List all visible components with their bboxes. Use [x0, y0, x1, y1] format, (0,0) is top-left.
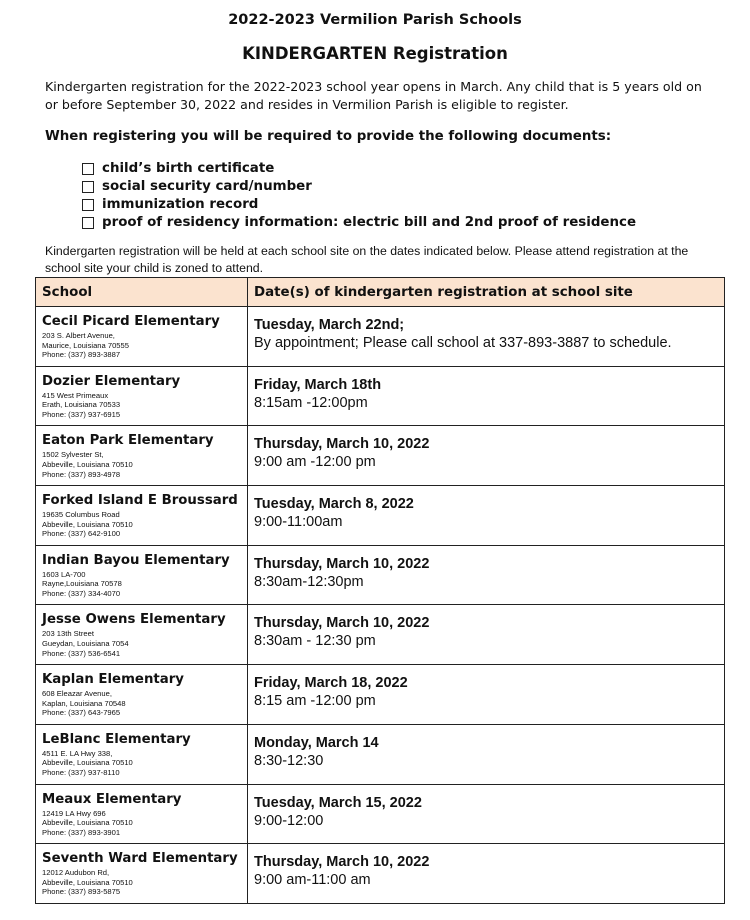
- school-cell: [36, 486, 248, 546]
- registration-date: Friday, March 18th: [254, 376, 382, 393]
- document-item: social security card/number: [82, 178, 636, 196]
- school-address-line: 203 S. Albert Avenue,: [42, 331, 115, 340]
- school-address: [42, 391, 247, 420]
- school-address-line: 12419 LA Hwy 696: [42, 808, 106, 818]
- registration-time: 8:15 am -12:00 pm: [254, 693, 376, 710]
- intro-paragraph: Kindergarten registration for the 2022-2023 school year opens in March. Any child that is 5 years old on or before September 30, 2022 and resides in Vermilion Parish is eligible to register.: [45, 79, 702, 112]
- school-address: [42, 749, 247, 778]
- date-cell: [248, 426, 725, 486]
- school-cell: [36, 665, 248, 725]
- school-name: Indian Bayou Elementary: [42, 552, 230, 568]
- school-address-line: Phone: (337) 937-6915: [42, 409, 121, 419]
- checkbox-icon: [82, 199, 94, 211]
- school-address-line: Kaplan, Louisiana 70548: [42, 698, 126, 708]
- school-cell: [36, 307, 248, 367]
- table-row: [36, 426, 725, 486]
- school-name: Meaux Elementary: [42, 791, 182, 807]
- table-row: [36, 665, 725, 725]
- school-address-line: Phone: (337) 642-9100: [42, 529, 121, 539]
- school-name: Cecil Picard Elementary: [42, 314, 220, 329]
- registration-time: 8:15am -12:00pm: [254, 394, 368, 411]
- date-cell: [248, 486, 725, 546]
- school-name: Eaton Park Elementary: [42, 433, 214, 449]
- page-subtitle: KINDERGARTEN Registration: [242, 44, 508, 63]
- header-dates: Date(s) of kindergarten registration at school site: [248, 278, 725, 307]
- date-cell: [248, 665, 725, 725]
- documents-heading: When registering you will be required to provide the following documents:: [45, 129, 612, 144]
- page-title: 2022-2023 Vermilion Parish Schools: [228, 12, 522, 28]
- school-address-line: 4511 E. LA Hwy 338,: [42, 748, 113, 758]
- school-name: Jesse Owens Elementary: [42, 612, 226, 628]
- school-address: [42, 809, 247, 838]
- table-row: [36, 605, 725, 665]
- header-school: School: [36, 278, 248, 307]
- school-name: Kaplan Elementary: [42, 672, 184, 688]
- table-row: [36, 844, 725, 904]
- registration-date: Monday, March 14: [254, 734, 379, 751]
- table-row: [36, 366, 725, 426]
- school-cell: [36, 784, 248, 844]
- school-cell: [36, 366, 248, 426]
- school-name: LeBlanc Elementary: [42, 731, 191, 747]
- school-address-line: Abbeville, Louisiana 70510: [42, 519, 133, 529]
- registration-date: Tuesday, March 15, 2022: [254, 794, 422, 811]
- school-cell: [36, 426, 248, 486]
- registration-time: By appointment; Please call school at 337-893-3887 to schedule.: [254, 335, 672, 351]
- registration-note: Kindergarten registration will be held at each school site on the dates indicated below. Please attend registration at the school site your child is zoned to attend.: [45, 244, 689, 275]
- school-address: [42, 331, 247, 360]
- registration-date: Thursday, March 10, 2022: [254, 436, 430, 453]
- school-cell: [36, 545, 248, 605]
- school-address-line: Phone: (337) 893-3887: [42, 350, 121, 360]
- school-address-line: Abbeville, Louisiana 70510: [42, 758, 133, 768]
- date-cell: [248, 307, 725, 367]
- school-address: [42, 689, 247, 718]
- school-address-line: Erath, Louisiana 70533: [42, 400, 121, 410]
- school-address-line: 203 13th Street: [42, 629, 94, 639]
- school-name: Seventh Ward Elementary: [42, 851, 238, 867]
- school-address-line: Phone: (337) 893-3901: [42, 827, 121, 837]
- document-item: immunization record: [82, 196, 636, 214]
- checkbox-icon: [82, 181, 94, 193]
- document-item: child’s birth certificate: [82, 160, 636, 178]
- registration-date: Thursday, March 10, 2022: [254, 615, 430, 632]
- date-cell: [248, 545, 725, 605]
- table-header-row: [36, 278, 725, 307]
- school-address-line: Maurice, Louisiana 70555: [42, 340, 129, 350]
- school-address-line: 1502 Sylvester St,: [42, 450, 104, 460]
- school-address-line: 608 Eleazar Avenue,: [42, 689, 112, 699]
- school-address: [42, 629, 247, 658]
- school-name: Dozier Elementary: [42, 373, 181, 389]
- registration-table: [35, 277, 725, 904]
- school-address-line: 12012 Audubon Rd,: [42, 868, 110, 878]
- table-row: [36, 724, 725, 784]
- school-address: [42, 570, 247, 599]
- date-cell: [248, 844, 725, 904]
- date-cell: [248, 605, 725, 665]
- school-address-line: Phone: (337) 334-4070: [42, 588, 121, 598]
- school-address-line: 415 West Primeaux: [42, 390, 109, 400]
- registration-time: 9:00 am-11:00 am: [254, 872, 371, 889]
- checkbox-icon: [82, 217, 94, 229]
- school-address: [42, 510, 247, 539]
- table-row: [36, 784, 725, 844]
- school-cell: [36, 844, 248, 904]
- school-address-line: Gueydan, Louisiana 7054: [42, 639, 129, 649]
- registration-time: 8:30-12:30: [254, 752, 324, 769]
- school-address-line: Phone: (337) 893-4978: [42, 469, 121, 479]
- school-address-line: Phone: (337) 937-8110: [42, 768, 120, 777]
- school-address-line: Abbeville, Louisiana 70510: [42, 877, 133, 887]
- documents-checklist: [82, 160, 636, 232]
- document-item: proof of residency information: electric bill and 2nd proof of residence: [82, 214, 636, 232]
- table-row: [36, 486, 725, 546]
- date-cell: [248, 784, 725, 844]
- school-cell: [36, 605, 248, 665]
- school-address-line: Abbeville, Louisiana 70510: [42, 818, 133, 828]
- registration-date: Thursday, March 10, 2022: [254, 854, 430, 871]
- registration-time: 8:30am - 12:30 pm: [254, 633, 376, 650]
- school-name: Forked Island E Broussard: [42, 493, 238, 509]
- registration-time: 9:00 am -12:00 pm: [254, 454, 376, 471]
- school-address: [42, 868, 247, 897]
- checkbox-icon: [82, 163, 94, 175]
- school-address-line: Phone: (337) 893-5875: [42, 887, 121, 897]
- school-cell: [36, 724, 248, 784]
- registration-date: Tuesday, March 8, 2022: [254, 496, 414, 513]
- date-cell: [248, 366, 725, 426]
- school-address-line: Phone: (337) 643-7965: [42, 708, 121, 718]
- table-row: [36, 545, 725, 605]
- registration-date: Friday, March 18, 2022: [254, 675, 408, 692]
- school-address-line: Phone: (337) 536-6541: [42, 648, 121, 658]
- school-address-line: 1603 LA-700: [42, 569, 86, 579]
- school-address: [42, 450, 247, 479]
- registration-time: 9:00-12:00: [254, 812, 324, 829]
- registration-date: Tuesday, March 22nd;: [254, 317, 405, 333]
- registration-time: 9:00-11:00am: [254, 514, 343, 531]
- school-address-line: Rayne,Louisiana 70578: [42, 579, 122, 589]
- registration-time: 8:30am-12:30pm: [254, 573, 364, 590]
- date-cell: [248, 724, 725, 784]
- registration-date: Thursday, March 10, 2022: [254, 555, 430, 572]
- school-address-line: Abbeville, Louisiana 70510: [42, 459, 133, 469]
- school-address-line: 19635 Columbus Road: [42, 510, 120, 520]
- table-row: [36, 307, 725, 367]
